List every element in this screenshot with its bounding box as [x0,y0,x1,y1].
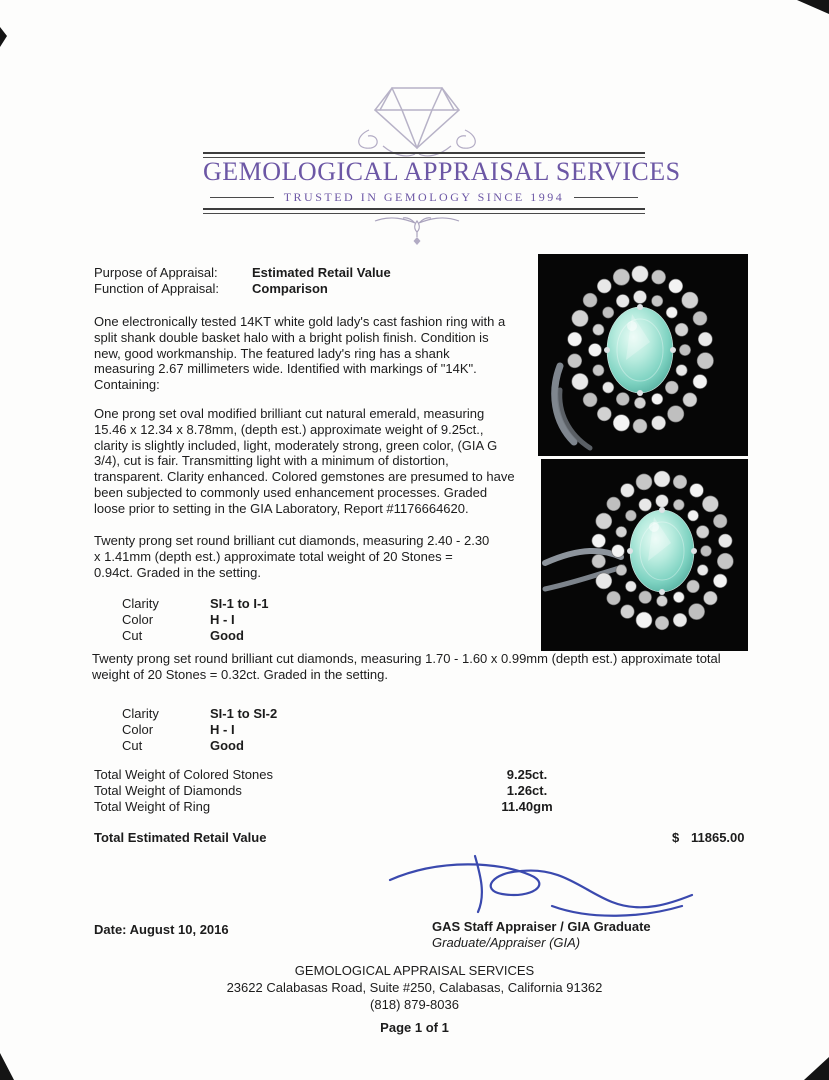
weight-totals [94,767,654,814]
clarity-value: SI-1 to I-1 [210,596,269,611]
color-value: H - I [210,721,235,737]
ring-photo-top [538,254,748,456]
total-ring-weight-label: Total Weight of Ring [94,798,211,814]
tagline-text: TRUSTED IN GEMOLOGY SINCE 1994 [283,190,565,204]
company-tagline [203,190,645,205]
total-retail-row [94,830,774,846]
company-title: GEMOLOGICAL APPRAISAL SERVICES [203,157,681,186]
total-diamonds-value: 1.26ct. [506,782,548,798]
appraiser-title: GAS Staff Appraiser / GIA Graduate [432,919,651,934]
total-retail-label: Total Estimated Retail Value [94,830,267,845]
purpose-value: Estimated Retail Value [252,265,391,280]
grading-row [122,738,277,754]
scan-corner-mark [0,1053,14,1080]
function-row [94,281,391,297]
scan-corner-mark [797,0,829,14]
diamond-logo-icon [347,74,487,160]
appraisal-date: Date: August 10, 2016 [94,922,229,937]
signature-scribble [380,850,700,920]
color-value: H - I [210,611,235,627]
purpose-row [94,265,391,281]
function-label: Function of Appraisal: [94,280,220,296]
color-label: Color [122,721,154,737]
total-retail-amount: 11865.00 [691,830,745,845]
grading-row [122,706,277,722]
footer-company: GEMOLOGICAL APPRAISAL SERVICES [294,963,535,978]
footer-phone: (818) 879-8036 [370,997,459,1012]
total-row [94,767,654,783]
cut-label: Cut [122,737,143,753]
appraiser-block [432,919,651,951]
diamonds-group1-paragraph: Twenty prong set round brilliant cut diamonds, measuring 2.40 - 2.30 x 1.41mm (depth est.) approximate total weight of 20 Stones = 0.94ct. Graded in the setting. [94,533,490,580]
function-value: Comparison [252,280,328,296]
total-colored-stones-value: 9.25ct. [506,767,548,782]
total-ring-weight-value: 11.40gm [501,798,553,814]
diamond-grading-table-2 [122,706,277,753]
total-row [94,799,654,815]
page-number: Page 1 of 1 [380,1020,449,1035]
tagline-rule-right [574,197,638,198]
appraiser-subtitle: Graduate/Appraiser (GIA) [432,934,581,950]
grading-row [122,628,269,644]
currency-symbol: $ [672,830,680,845]
scan-edge-mark [0,27,7,47]
emerald-details-paragraph: One prong set oval modified brilliant cut natural emerald, measuring 15.46 x 12.34 x 8.78mm, (depth est.) approximate weight of 9.25ct., clarity is slightly included, light, moderately strong, green color, (GIA G 3/4), cut is fair. Transmitting light with a minimum of distortion, transparent. Clarity enhanced. Colored gemstones are presumed to have been subjected to commonly used enhancement processes. Graded loose prior to setting in the GIA Laboratory, Report #1176664620. [94,406,515,516]
total-row [94,783,654,799]
footer-address: 23622 Calabasas Road, Suite #250, Calabasas, California 91362 [226,980,603,995]
flourish-ornament-icon [369,213,465,245]
total-colored-stones-label: Total Weight of Colored Stones [94,767,273,782]
ring-description-paragraph: One electronically tested 14KT white gold lady's cast fashion ring with a split shank double basket halo with a bright polish finish. Condition is new, good workmanship. The featured lady's ring has a shank measuring 2.67 millimeters wide. Identified with markings of "14K". Containing: [94,314,506,393]
diamonds-group2-paragraph: Twenty prong set round brilliant cut diamonds, measuring 1.70 - 1.60 x 0.99mm (depth est.) approximate total weight of 20 Stones = 0.32ct. Graded in the setting. [92,651,721,682]
purpose-label: Purpose of Appraisal: [94,265,218,280]
ring-photo-bottom [541,459,748,651]
cut-value: Good [210,737,244,753]
clarity-label: Clarity [122,596,159,611]
cut-value: Good [210,627,244,643]
scan-corner-mark [804,1057,829,1080]
appraisal-meta [94,265,391,297]
grading-row [122,722,277,738]
diamond-grading-table-1 [122,596,269,643]
tagline-rule-left [210,197,274,198]
cut-label: Cut [122,627,143,643]
color-label: Color [122,611,154,627]
grading-row [122,612,269,628]
grading-row [122,596,269,612]
footer [0,962,829,1036]
clarity-label: Clarity [122,706,159,721]
clarity-value: SI-1 to SI-2 [210,706,278,721]
total-diamonds-label: Total Weight of Diamonds [94,782,242,798]
